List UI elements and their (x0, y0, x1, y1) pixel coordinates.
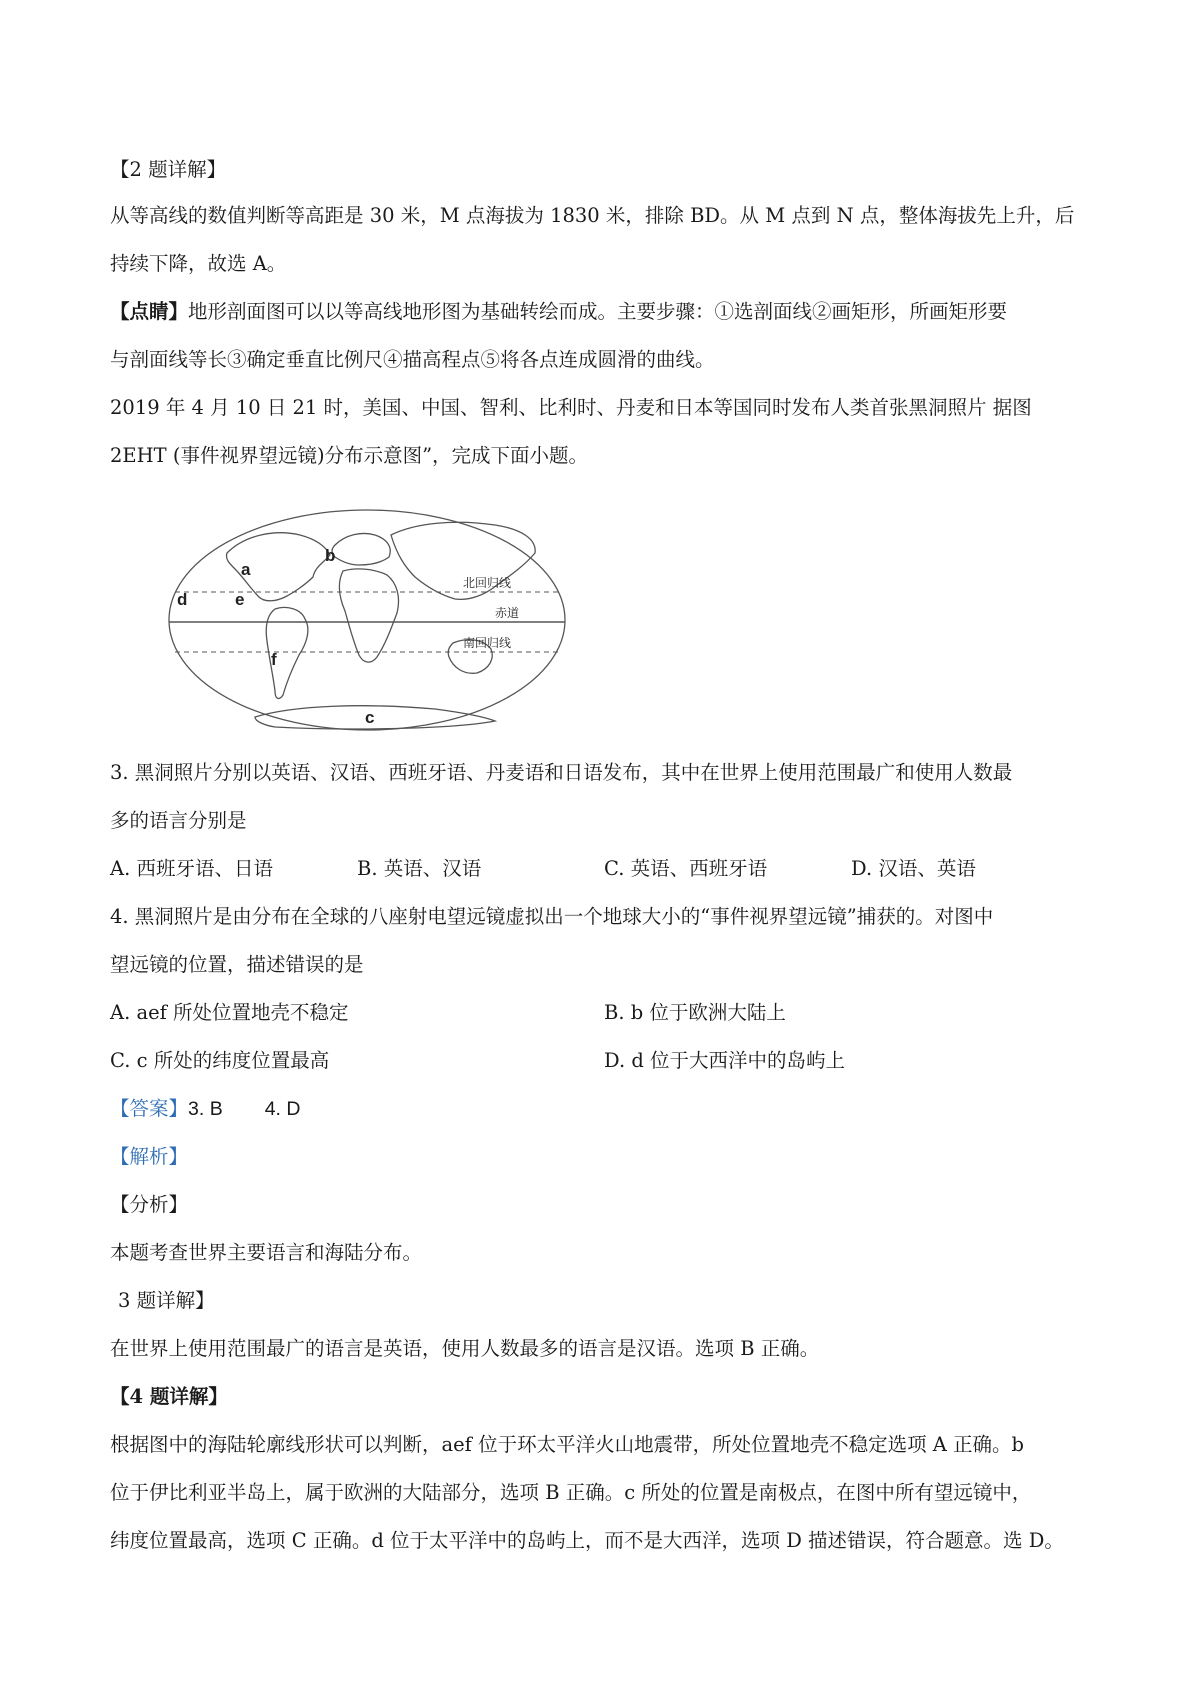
q3-stem-1: 3. 黑洞照片分别以英语、汉语、西班牙语、丹麦语和日语发布，其中在世界上使用范围最广和使用人数最 (110, 761, 1013, 784)
point-a-label: a (241, 560, 251, 579)
q3-stem-2: 多的语言分别是 (110, 809, 247, 832)
q4-option-d: D. d 位于大西洋中的岛屿上 (604, 1049, 846, 1072)
q4-option-b: B. b 位于欧洲大陆上 (604, 1001, 786, 1024)
answer-line (110, 1094, 300, 1124)
sec2-text-2: 持续下降，故选 A。 (110, 252, 287, 275)
europe-shape (332, 533, 390, 565)
point-e-label: e (235, 590, 245, 609)
analysis-label: 【解析】 (110, 1146, 189, 1168)
point-d-label: d (177, 590, 188, 609)
label-tropic-south: 南回归线 (463, 636, 512, 650)
intro-text-1: 2019 年 4 月 10 日 21 时，美国、中国、智利、比利时、丹麦和日本等国同时发布人类首张黑洞照片 据图 (110, 396, 1032, 419)
answer-4: 4. D (264, 1098, 301, 1120)
q4-option-a: A. aef 所处位置地壳不稳定 (110, 1001, 349, 1024)
sec4-text-3: 纬度位置最高，选项 C 正确。d 位于太平洋中的岛屿上，而不是大西洋，选项 D 描述错误，符合题意。选 D。 (110, 1529, 1064, 1552)
point-f-label: f (271, 650, 277, 669)
tip-text-1: 地形剖面图可以以等高线地形图为基础转绘而成。主要步骤：①选剖面线②画矩形，所画矩形要 (188, 300, 1008, 323)
q3-option-b: B. 英语、汉语 (357, 857, 482, 880)
q4-stem-1: 4. 黑洞照片是由分布在全球的八座射电望远镜虚拟出一个地球大小的“事件视界望远镜”捕获的。对图中 (110, 905, 994, 928)
label-equator: 赤道 (495, 606, 520, 620)
sec2-heading: 【2 题详解】 (110, 158, 227, 181)
world-map-figure (165, 505, 570, 735)
label-tropic-north: 北回归线 (463, 576, 512, 590)
fenxi-label: 【分析】 (110, 1193, 189, 1216)
tip-text-2: 与剖面线等长③确定垂直比例尺④描高程点⑤将各点连成圆滑的曲线。 (110, 348, 715, 371)
answer-label: 【答案】 (110, 1098, 189, 1120)
sec4-text-1: 根据图中的海陆轮廓线形状可以判断，aef 位于环太平洋火山地震带，所处位置地壳不稳定选项 A 正确。b (110, 1433, 1025, 1456)
sec3-text: 在世界上使用范围最广的语言是英语，使用人数最多的语言是汉语。选项 B 正确。 (110, 1337, 820, 1360)
sec3-heading: 3 题详解】 (118, 1289, 215, 1312)
tip-paragraph-1 (110, 297, 1007, 327)
fenxi-text: 本题考查世界主要语言和海陆分布。 (110, 1241, 423, 1264)
map-outline (169, 510, 565, 730)
point-c-label: c (365, 708, 375, 727)
sec2-text-1: 从等高线的数值判断等高距是 30 米，M 点海拔为 1830 米，排除 BD。从 M 点到 N 点，整体海拔先上升，后 (110, 204, 1075, 227)
q3-option-a: A. 西班牙语、日语 (110, 857, 273, 880)
sec4-text-2: 位于伊比利亚半岛上，属于欧洲的大陆部分，选项 B 正确。c 所处的位置是南极点，在图中所有望远镜中， (110, 1481, 1032, 1504)
sec4-heading: 【4 题详解】 (110, 1385, 228, 1408)
q4-option-c: C. c 所处的纬度位置最高 (110, 1049, 330, 1072)
point-b-label: b (325, 546, 336, 565)
q4-stem-2: 望远镜的位置，描述错误的是 (110, 953, 364, 976)
answer-3: 3. B (188, 1098, 223, 1120)
tip-label: 【点睛】 (110, 300, 189, 323)
intro-text-2: 2EHT (事件视界望远镜)分布示意图”，完成下面小题。 (110, 444, 589, 467)
q3-option-c: C. 英语、西班牙语 (604, 857, 768, 880)
africa-shape (339, 569, 398, 662)
q3-option-d: D. 汉语、英语 (851, 857, 976, 880)
